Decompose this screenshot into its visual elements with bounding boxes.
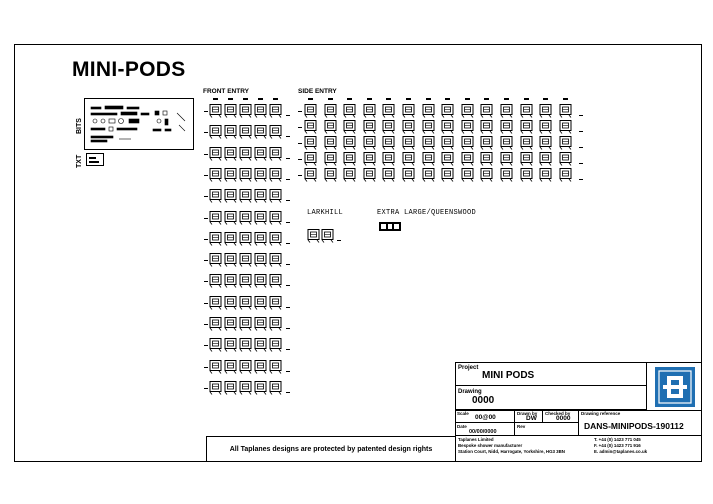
pod-symbol — [254, 316, 268, 336]
row-dash — [579, 115, 583, 116]
pod-symbol — [254, 295, 268, 315]
tick-mark — [524, 98, 529, 100]
tick-mark — [243, 98, 248, 100]
pod-symbol — [239, 210, 253, 230]
tick-mark — [563, 98, 568, 100]
row-marker — [204, 388, 208, 389]
row-dash — [337, 240, 341, 241]
row-dash — [579, 131, 583, 132]
pod-symbol — [224, 167, 238, 187]
drawing-value: 0000 — [472, 395, 495, 406]
pod-symbol — [269, 103, 283, 123]
row-marker — [204, 367, 208, 368]
pod-symbol — [209, 252, 223, 272]
tick-mark — [367, 98, 372, 100]
row-dash — [579, 179, 583, 180]
row-dash — [286, 158, 290, 159]
pod-symbol — [254, 359, 268, 379]
scale-cell — [455, 410, 515, 423]
pod-symbol — [254, 273, 268, 293]
pod-symbol — [269, 210, 283, 230]
pod-symbol — [209, 146, 223, 166]
pod-symbol — [269, 188, 283, 208]
drawing-reference-label: Drawing reference — [581, 411, 621, 416]
company-phone: T. +44 (0) 1423 771 045 — [594, 437, 641, 442]
pod-symbol — [269, 273, 283, 293]
pod-symbol — [209, 380, 223, 400]
pod-symbol — [254, 210, 268, 230]
drawn-by-label: Drawn by — [517, 411, 538, 416]
project-value: MINI PODS — [482, 370, 535, 381]
txt-label: TXT — [76, 154, 83, 168]
taplanes-logo — [648, 363, 701, 410]
pod-symbol — [239, 295, 253, 315]
company-fax: F. +44 (0) 1423 771 916 — [594, 443, 641, 448]
pod-symbol — [209, 167, 223, 187]
pod-symbol — [239, 252, 253, 272]
pod-symbol — [362, 167, 378, 187]
pod-symbol — [224, 316, 238, 336]
drawn-by-value: DW — [526, 415, 537, 422]
pod-symbol — [342, 167, 358, 187]
row-marker — [204, 281, 208, 282]
tick-mark — [347, 98, 352, 100]
row-dash — [286, 264, 290, 265]
row-marker — [204, 303, 208, 304]
pod-symbol — [307, 228, 321, 248]
row-marker — [298, 143, 302, 144]
company-address: Station Court, Nidd, Harrogate, Yorkshire, HG3 3BN — [458, 449, 565, 454]
tick-mark — [273, 98, 278, 100]
tick-mark — [465, 98, 470, 100]
date-cell — [455, 423, 515, 436]
tick-mark — [213, 98, 218, 100]
pod-symbol — [254, 231, 268, 251]
pod-symbol — [239, 231, 253, 251]
row-dash — [286, 285, 290, 286]
pod-symbol — [224, 124, 238, 144]
pod-symbol — [224, 231, 238, 251]
row-dash — [286, 371, 290, 372]
side-entry-heading: SIDE ENTRY — [298, 88, 337, 95]
pod-symbol — [224, 210, 238, 230]
row-marker — [204, 324, 208, 325]
row-marker — [204, 218, 208, 219]
front-entry-heading: FRONT ENTRY — [203, 88, 249, 95]
larkhill-heading: LARKHILL — [307, 209, 344, 217]
pod-symbol — [209, 188, 223, 208]
pod-symbol — [499, 167, 515, 187]
pod-symbol — [209, 273, 223, 293]
date-label: Date — [457, 424, 467, 429]
tick-mark — [426, 98, 431, 100]
pod-symbol — [239, 316, 253, 336]
extra-large-pod — [379, 222, 401, 231]
drawing-cell — [455, 386, 647, 410]
txt-box — [86, 153, 104, 166]
pod-symbol — [254, 103, 268, 123]
pod-symbol — [269, 146, 283, 166]
pod-symbol — [209, 337, 223, 357]
pod-symbol — [209, 210, 223, 230]
pod-symbol — [224, 295, 238, 315]
row-dash — [286, 222, 290, 223]
company-name: Taplanes Limited — [458, 437, 494, 442]
pod-symbol — [538, 167, 554, 187]
row-marker — [298, 175, 302, 176]
project-cell — [455, 362, 647, 386]
row-dash — [286, 328, 290, 329]
pod-symbol — [440, 167, 456, 187]
pod-symbol — [269, 252, 283, 272]
row-marker — [204, 260, 208, 261]
pod-symbol — [209, 316, 223, 336]
row-dash — [286, 200, 290, 201]
taplanes-logo-icon — [655, 367, 695, 407]
pod-symbol — [323, 167, 339, 187]
pod-symbol — [303, 167, 319, 187]
pod-symbol — [224, 337, 238, 357]
pod-symbol — [269, 359, 283, 379]
pod-symbol — [321, 228, 335, 248]
tick-mark — [445, 98, 450, 100]
pod-symbol — [269, 124, 283, 144]
row-marker — [204, 132, 208, 133]
row-marker — [204, 175, 208, 176]
pod-symbol — [479, 167, 495, 187]
pod-symbol — [209, 231, 223, 251]
drawing-reference-cell — [579, 410, 702, 436]
pod-symbol — [224, 103, 238, 123]
pod-symbol — [460, 167, 476, 187]
pod-symbol — [224, 273, 238, 293]
row-marker — [204, 345, 208, 346]
bits-label: BITS — [76, 118, 83, 134]
checked-by-cell — [543, 410, 579, 423]
row-dash — [286, 136, 290, 137]
checked-by-value: 0000 — [556, 415, 571, 422]
pod-symbol — [209, 124, 223, 144]
pod-symbol — [269, 167, 283, 187]
bits-panel — [84, 98, 194, 150]
row-dash — [286, 179, 290, 180]
company-email: E. admin@taplanes.co.uk — [594, 449, 648, 454]
drawing-label: Drawing — [458, 389, 482, 395]
row-marker — [298, 111, 302, 112]
pod-symbol — [239, 380, 253, 400]
pod-symbol — [254, 188, 268, 208]
pod-symbol — [254, 252, 268, 272]
drawing-reference-value: DANS-MINIPODS-190112 — [584, 421, 684, 431]
pod-symbol — [254, 146, 268, 166]
pod-symbol — [239, 273, 253, 293]
tick-mark — [328, 98, 333, 100]
pod-symbol — [239, 124, 253, 144]
tick-mark — [258, 98, 263, 100]
row-dash — [286, 392, 290, 393]
row-marker — [204, 239, 208, 240]
tick-mark — [308, 98, 313, 100]
tick-mark — [504, 98, 509, 100]
pod-symbol — [269, 337, 283, 357]
pod-symbol — [239, 167, 253, 187]
row-marker — [204, 154, 208, 155]
row-marker — [204, 111, 208, 112]
date-value: 00/00/0000 — [469, 429, 497, 435]
bits-symbols — [85, 99, 193, 149]
patent-notice: All Taplanes designs are protected by patented design rights — [229, 445, 433, 453]
pod-symbol — [209, 359, 223, 379]
row-marker — [298, 159, 302, 160]
pod-symbol — [381, 167, 397, 187]
row-marker — [298, 127, 302, 128]
pod-symbol — [519, 167, 535, 187]
patent-notice-cell — [206, 436, 456, 462]
row-marker — [204, 196, 208, 197]
project-label: Project — [458, 365, 479, 371]
pod-symbol — [254, 167, 268, 187]
drawn-by-cell — [515, 410, 543, 423]
pod-symbol — [254, 380, 268, 400]
pod-symbol — [254, 337, 268, 357]
scale-value: 00@00 — [475, 414, 496, 421]
row-dash — [579, 147, 583, 148]
page-title: MINI-PODS — [72, 58, 186, 81]
row-dash — [286, 115, 290, 116]
checked-by-label: Checked by — [545, 411, 571, 416]
tick-mark — [386, 98, 391, 100]
rev-label: Rev — [517, 424, 526, 429]
pod-symbol — [239, 146, 253, 166]
pod-symbol — [239, 103, 253, 123]
pod-symbol — [209, 103, 223, 123]
scale-label: Scale — [457, 411, 469, 416]
pod-symbol — [239, 359, 253, 379]
row-dash — [579, 163, 583, 164]
pod-symbol — [558, 167, 574, 187]
row-dash — [286, 349, 290, 350]
pod-symbol — [269, 380, 283, 400]
pod-symbol — [421, 167, 437, 187]
company-tagline: Bespoke shower manufacturer — [458, 443, 523, 448]
row-dash — [286, 307, 290, 308]
tick-mark — [484, 98, 489, 100]
extra-large-heading: EXTRA LARGE/QUEENSWOOD — [377, 209, 477, 217]
pod-symbol — [401, 167, 417, 187]
pod-symbol — [239, 188, 253, 208]
pod-symbol — [209, 295, 223, 315]
pod-symbol — [224, 359, 238, 379]
rev-cell — [515, 423, 579, 436]
pod-symbol — [269, 231, 283, 251]
row-dash — [286, 243, 290, 244]
pod-symbol — [224, 252, 238, 272]
pod-symbol — [224, 188, 238, 208]
pod-symbol — [254, 124, 268, 144]
pod-symbol — [224, 146, 238, 166]
pod-symbol — [224, 380, 238, 400]
pod-symbol — [239, 337, 253, 357]
pod-symbol — [269, 295, 283, 315]
tick-mark — [406, 98, 411, 100]
pod-symbol — [269, 316, 283, 336]
tick-mark — [228, 98, 233, 100]
tick-mark — [543, 98, 548, 100]
